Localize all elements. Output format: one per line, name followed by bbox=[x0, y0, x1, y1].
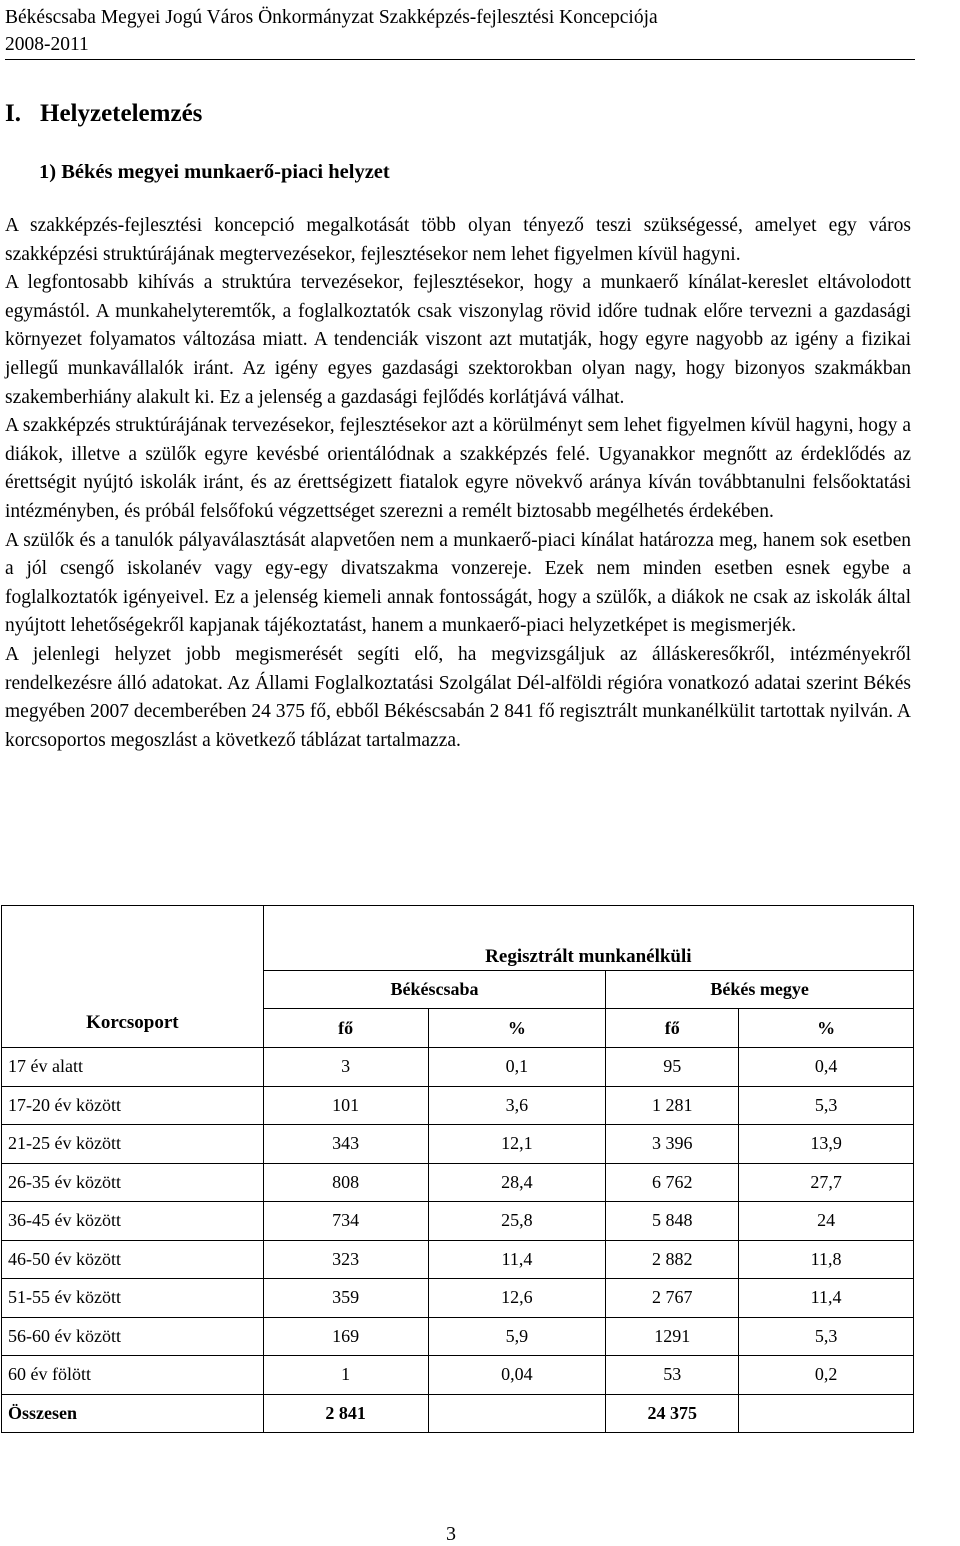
section-number: I. bbox=[5, 100, 21, 127]
bekescsaba-percent-cell: 3,6 bbox=[428, 1086, 606, 1125]
age-group-cell: 17 év alatt bbox=[2, 1048, 264, 1087]
bekescsaba-count-cell: 359 bbox=[263, 1279, 428, 1318]
age-group-header-cell bbox=[2, 906, 264, 1048]
total-label-cell: Összesen bbox=[2, 1394, 264, 1433]
age-group-cell: 51-55 év között bbox=[2, 1279, 264, 1318]
bekes-megye-percent-cell: 11,8 bbox=[739, 1240, 914, 1279]
subheader-fo: fő bbox=[606, 1009, 739, 1048]
bekes-megye-count-cell: 95 bbox=[606, 1048, 739, 1087]
page-number: 3 bbox=[446, 1523, 456, 1545]
group-header-bekes-megye: Békés megye bbox=[606, 971, 914, 1009]
table-title: Regisztrált munkanélküli bbox=[263, 906, 913, 971]
paragraph: A legfontosabb kihívás a struktúra tervezésekor, fejlesztésekor, hogy a munkaerő kínálat-kereslet eltávolodott egymástól. A munkahelyteremtők, a foglalkoztatók csak viszonylag rövid időre tudnak előre tervezni a gazdasági környezet folyamatos változása miatt. A tendenciák viszont azt mutatják, hogy egyre nagyobb az igény a fizikai jellegű munkavállalók iránt. Az igény egyes gazdasági szektorokban olyan nagy, hogy bizonyos szakmákban szakemberhiány alakult ki. Ez a jelenség a gazdasági fejlődés korlátjává válhat. bbox=[5, 272, 911, 408]
bekescsaba-total-cell: 2 841 bbox=[263, 1394, 428, 1433]
paragraph: A szakképzés-fejlesztési koncepció megalkotását több olyan tényező teszi szükségessé, amelyet egy város szakképzési struktúrájának megtervezésekor, fejlesztésekor nem lehet figyelmen kívül hagyni. bbox=[5, 215, 911, 265]
table-row bbox=[2, 1240, 914, 1279]
unemployment-table bbox=[1, 905, 914, 1433]
paragraph: A jelenlegi helyzet jobb megismerését segíti elő, ha megvizsgáljuk az álláskeresőkről, intézményekről rendelkezésre álló adatokat. Az Állami Foglalkoztatási Szolgálat Dél-alföldi régióra vonatkozó adatai szerint Békés megyében 2007 decemberében 24 375 fő, ebből Békéscsabán 2 841 fő regisztrált munkanélkülit tartottak nyilván. A korcsoportos megoszlást a következő táblázat tartalmazza. bbox=[5, 643, 911, 751]
subsection-heading: 1) Békés megyei munkaerő-piaci helyzet bbox=[39, 161, 390, 183]
header-title: Békéscsaba Megyei Jogú Város Önkormányzat Szakképzés-fejlesztési Koncepciója bbox=[5, 7, 658, 28]
bekescsaba-percent-cell: 5,9 bbox=[428, 1317, 606, 1356]
bekes-megye-count-cell: 5 848 bbox=[606, 1202, 739, 1241]
bekescsaba-percent-cell: 12,1 bbox=[428, 1125, 606, 1164]
bekescsaba-total-percent-cell bbox=[428, 1394, 606, 1433]
bekes-megye-count-cell: 2 767 bbox=[606, 1279, 739, 1318]
header-years: 2008-2011 bbox=[5, 34, 89, 55]
bekescsaba-count-cell: 734 bbox=[263, 1202, 428, 1241]
page-header bbox=[5, 4, 915, 60]
bekes-megye-count-cell: 53 bbox=[606, 1356, 739, 1395]
bekes-megye-percent-cell: 5,3 bbox=[739, 1086, 914, 1125]
bekescsaba-count-cell: 343 bbox=[263, 1125, 428, 1164]
bekes-megye-count-cell: 1 281 bbox=[606, 1086, 739, 1125]
age-group-header: Korcsoport bbox=[86, 1012, 179, 1033]
bekescsaba-percent-cell: 25,8 bbox=[428, 1202, 606, 1241]
bekescsaba-percent-cell: 12,6 bbox=[428, 1279, 606, 1318]
bekes-megye-count-cell: 3 396 bbox=[606, 1125, 739, 1164]
bekescsaba-percent-cell: 0,04 bbox=[428, 1356, 606, 1395]
bekescsaba-percent-cell: 0,1 bbox=[428, 1048, 606, 1087]
bekes-megye-percent-cell: 0,2 bbox=[739, 1356, 914, 1395]
body-text bbox=[5, 212, 911, 755]
bekes-megye-count-cell: 1291 bbox=[606, 1317, 739, 1356]
bekescsaba-count-cell: 101 bbox=[263, 1086, 428, 1125]
age-group-cell: 36-45 év között bbox=[2, 1202, 264, 1241]
subheader-percent: % bbox=[739, 1009, 914, 1048]
bekescsaba-count-cell: 1 bbox=[263, 1356, 428, 1395]
age-group-cell: 26-35 év között bbox=[2, 1163, 264, 1202]
age-group-cell: 21-25 év között bbox=[2, 1125, 264, 1164]
age-group-cell: 17-20 év között bbox=[2, 1086, 264, 1125]
table-row bbox=[2, 1048, 914, 1087]
subheader-fo: fő bbox=[263, 1009, 428, 1048]
section-heading bbox=[5, 100, 202, 128]
table-total-row bbox=[2, 1394, 914, 1433]
table-row bbox=[2, 1317, 914, 1356]
bekes-megye-count-cell: 2 882 bbox=[606, 1240, 739, 1279]
section-title: Helyzetelemzés bbox=[40, 100, 203, 127]
group-header-bekescsaba: Békéscsaba bbox=[263, 971, 606, 1009]
bekescsaba-count-cell: 808 bbox=[263, 1163, 428, 1202]
bekescsaba-count-cell: 169 bbox=[263, 1317, 428, 1356]
age-group-cell: 56-60 év között bbox=[2, 1317, 264, 1356]
bekes-megye-percent-cell: 5,3 bbox=[739, 1317, 914, 1356]
table-row bbox=[2, 1356, 914, 1395]
table-row bbox=[2, 1086, 914, 1125]
bekes-megye-percent-cell: 11,4 bbox=[739, 1279, 914, 1318]
bekes-megye-percent-cell: 24 bbox=[739, 1202, 914, 1241]
bekescsaba-count-cell: 3 bbox=[263, 1048, 428, 1087]
bekescsaba-count-cell: 323 bbox=[263, 1240, 428, 1279]
table-row bbox=[2, 1125, 914, 1164]
table-row bbox=[2, 1202, 914, 1241]
paragraph: A szakképzés struktúrájának tervezésekor, fejlesztésekor azt a körülményt sem lehet figyelmen kívül hagyni, hogy a diákok, illetve a szülők egyre kevésbé orientálódnak a szakképzés felé. Ugyanakkor megnőtt az érdeklődés az érettségit nyújtó iskolák iránt, és az érettségizett fiatalok egyre növekvő aránya kíván továbbtanulni felsőoktatási intézményben, és próbál felsőfokú végzettséget szerezni a remélt biztosabb megélhetés érdekében. bbox=[5, 415, 911, 522]
bekescsaba-percent-cell: 28,4 bbox=[428, 1163, 606, 1202]
age-group-cell: 60 év fölött bbox=[2, 1356, 264, 1395]
paragraph: A szülők és a tanulók pályaválasztását alapvetően nem a munkaerő-piaci kínálat határozza meg, hanem sok esetben a jól csengő iskolanév vagy egy-egy divatszakma vonzereje. Ezek nem minden esetben esnek egybe a foglalkoztatók igényeivel. Ez a jelenség kiemeli annak fontosságát, hogy a szülők, a diákok ne csak az iskolák által nyújtott lehetőségekről kapjanak tájékoztatást, hanem a munkaerő-piaci helyzetképet is megismerjék. bbox=[5, 529, 911, 637]
bekes-megye-count-cell: 6 762 bbox=[606, 1163, 739, 1202]
subheader-percent: % bbox=[428, 1009, 606, 1048]
bekes-megye-percent-cell: 13,9 bbox=[739, 1125, 914, 1164]
bekes-megye-total-cell: 24 375 bbox=[606, 1394, 739, 1433]
bekes-megye-percent-cell: 27,7 bbox=[739, 1163, 914, 1202]
table-row bbox=[2, 1163, 914, 1202]
bekes-megye-percent-cell: 0,4 bbox=[739, 1048, 914, 1087]
bekes-megye-total-percent-cell bbox=[739, 1394, 914, 1433]
table-row bbox=[2, 1279, 914, 1318]
age-group-cell: 46-50 év között bbox=[2, 1240, 264, 1279]
bekescsaba-percent-cell: 11,4 bbox=[428, 1240, 606, 1279]
